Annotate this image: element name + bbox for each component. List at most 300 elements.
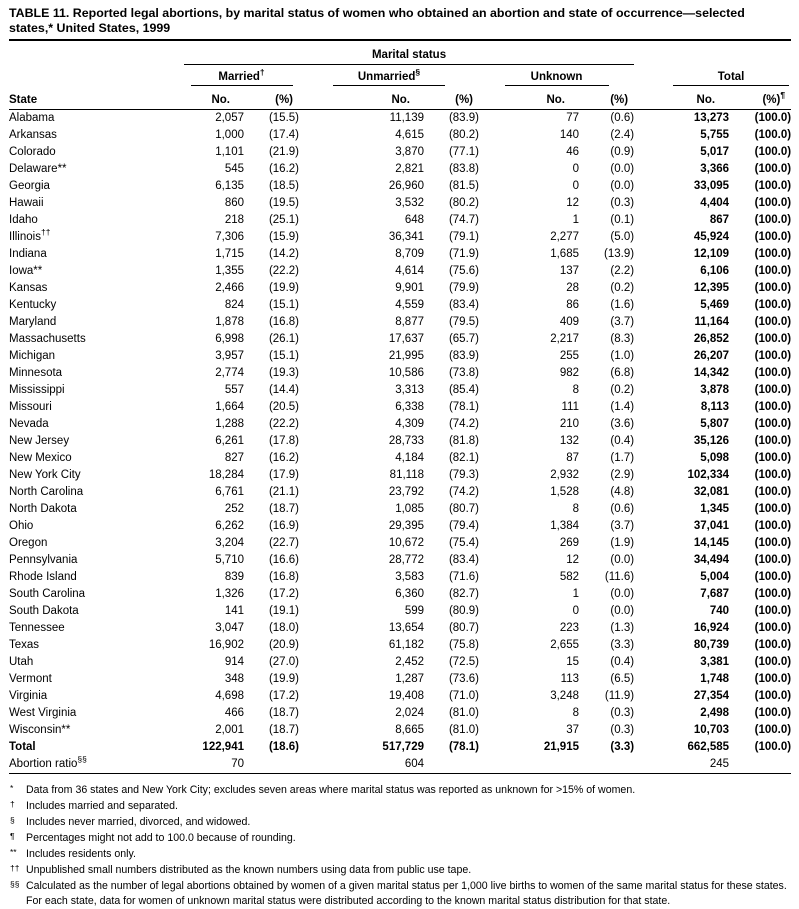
value-cell: (14.2) (268, 248, 299, 261)
value-cell: 10,672 (388, 537, 424, 550)
column-group-unknown (479, 65, 634, 87)
value-cell: 6,338 (395, 401, 424, 414)
value-cell: 860 (224, 197, 244, 210)
value-cell: 33,095 (693, 180, 730, 193)
state-name: Hawaii (9, 197, 44, 210)
value-cell: (80.2) (448, 129, 479, 142)
footnotes (9, 783, 789, 909)
value-cell: (15.1) (268, 299, 299, 312)
value-cell: 2,466 (215, 282, 244, 295)
value-cell: (100.0) (754, 435, 792, 448)
value-cell: 4,559 (395, 299, 424, 312)
table-row (9, 178, 791, 195)
value-cell: (80.7) (448, 622, 479, 635)
table-row (9, 314, 791, 331)
value-cell: (0.0) (610, 180, 635, 193)
footnote-marker: ¶ (10, 831, 15, 842)
value-cell: 29,395 (388, 520, 424, 533)
value-cell: 2,932 (550, 469, 579, 482)
value-cell: 46 (566, 146, 579, 159)
value-cell: (83.9) (448, 112, 479, 125)
value-cell: 5,710 (215, 554, 244, 567)
spanner-spacer-right (634, 41, 791, 65)
value-cell: 21,995 (388, 350, 424, 363)
value-cell: (17.2) (268, 588, 299, 601)
table-row (9, 161, 791, 178)
value-cell: (0.0) (610, 163, 635, 176)
value-cell: (100.0) (754, 707, 792, 720)
spanner-row (9, 41, 791, 65)
value-cell: (100.0) (754, 588, 792, 601)
value-cell: 223 (559, 622, 579, 635)
value-cell (244, 756, 299, 774)
value-cell: (100.0) (754, 418, 792, 431)
footnote-marker: †† (10, 863, 20, 874)
value-cell: (100.0) (754, 112, 792, 125)
value-cell: 34,494 (693, 554, 730, 567)
value-cell: (100.0) (754, 214, 792, 227)
value-cell: 86 (566, 299, 579, 312)
table-row (9, 688, 791, 705)
value-cell: (22.2) (268, 265, 299, 278)
value-cell: 6,262 (215, 520, 244, 533)
abortion-ratio-row (9, 756, 791, 774)
value-cell: 2,821 (395, 163, 424, 176)
value-cell: 0 (572, 180, 579, 193)
value-cell: (100.0) (754, 724, 792, 737)
footnote (9, 783, 789, 798)
value-cell: 5,098 (700, 452, 730, 465)
value-cell: 113 (560, 673, 579, 686)
value-cell: 17,637 (388, 333, 424, 346)
value-cell: 1,000 (215, 129, 244, 142)
value-cell: 604 (404, 758, 424, 771)
state-name: Massachusetts (9, 333, 86, 346)
footnote-marker: § (10, 815, 15, 826)
value-cell: (17.2) (268, 690, 299, 703)
state-name: Vermont (9, 673, 52, 686)
table-row (9, 110, 791, 128)
unknown-pct-header: (%) (579, 86, 634, 110)
table-row (9, 433, 791, 450)
value-cell: 28,733 (388, 435, 424, 448)
value-cell: (27.0) (268, 656, 299, 669)
value-cell: 4,614 (395, 265, 424, 278)
value-cell: 23,792 (388, 486, 424, 499)
value-cell: (19.9) (268, 673, 299, 686)
value-cell: 2,277 (550, 231, 579, 244)
value-cell: 1,287 (395, 673, 424, 686)
value-cell: 1,345 (700, 503, 730, 516)
value-cell: (20.9) (268, 639, 299, 652)
value-cell: 1 (572, 214, 579, 227)
footnote-marker: * (10, 783, 14, 794)
table-row (9, 348, 791, 365)
value-cell: 6,261 (215, 435, 244, 448)
value-cell: (0.2) (610, 384, 635, 397)
value-cell: (80.9) (448, 605, 479, 618)
value-cell: 517,729 (382, 741, 424, 754)
state-name: Delaware** (9, 163, 67, 176)
column-header-row (9, 86, 791, 110)
value-cell: (100.0) (754, 690, 792, 703)
value-cell: (19.9) (268, 282, 299, 295)
value-cell: 466 (224, 707, 244, 720)
value-cell: (100.0) (754, 350, 792, 363)
value-cell: 3,957 (215, 350, 244, 363)
value-cell: 3,313 (395, 384, 424, 397)
table-row (9, 382, 791, 399)
state-name: Texas (9, 639, 40, 652)
value-cell: (0.6) (610, 503, 635, 516)
value-cell: (100.0) (754, 520, 792, 533)
footnote-text: Includes residents only. (26, 848, 136, 861)
value-cell: (2.4) (610, 129, 635, 142)
value-cell: 3,870 (395, 146, 424, 159)
table-row (9, 467, 791, 484)
value-cell: 6,106 (700, 265, 730, 278)
value-cell: (0.0) (610, 605, 635, 618)
table-row (9, 144, 791, 161)
value-cell: (26.1) (268, 333, 299, 346)
value-cell: (79.9) (448, 282, 479, 295)
value-cell: (82.7) (448, 588, 479, 601)
table-row (9, 535, 791, 552)
value-cell: (100.0) (754, 639, 792, 652)
value-cell: 557 (224, 384, 244, 397)
state-name: Minnesota (9, 367, 63, 380)
value-cell: 1,085 (395, 503, 424, 516)
total-pct-header-label: (%) (762, 94, 781, 107)
state-name: Total (9, 741, 36, 754)
value-cell: (74.2) (448, 486, 479, 499)
state-name: Georgia (9, 180, 50, 193)
value-cell: 36,341 (388, 231, 424, 244)
value-cell: (81.0) (448, 724, 479, 737)
value-cell: 648 (404, 214, 424, 227)
value-cell: (79.3) (448, 469, 479, 482)
table-row (9, 246, 791, 263)
value-cell: 14,145 (693, 537, 730, 550)
value-cell: 2,498 (700, 707, 730, 720)
unmarried-group-marker: § (415, 67, 421, 78)
table-row (9, 416, 791, 433)
value-cell: (4.8) (610, 486, 635, 499)
table-row (9, 263, 791, 280)
value-cell: (100.0) (754, 299, 792, 312)
value-cell: 37 (566, 724, 579, 737)
state-name: Rhode Island (9, 571, 77, 584)
value-cell: (17.4) (268, 129, 299, 142)
value-cell: (73.8) (448, 367, 479, 380)
value-cell: (71.0) (448, 690, 479, 703)
value-cell: (75.6) (448, 265, 479, 278)
value-cell: (100.0) (754, 367, 792, 380)
value-cell: (0.3) (610, 197, 635, 210)
value-cell: 2,774 (215, 367, 244, 380)
value-cell: 10,703 (693, 724, 730, 737)
value-cell: (0.0) (610, 554, 635, 567)
value-cell: 14,342 (693, 367, 730, 380)
value-cell: (3.3) (610, 639, 635, 652)
value-cell: (74.2) (448, 418, 479, 431)
value-cell: 8 (572, 503, 579, 516)
value-cell: (100.0) (754, 316, 792, 329)
value-cell: 1,748 (700, 673, 730, 686)
table-row (9, 484, 791, 501)
value-cell: 4,698 (215, 690, 244, 703)
footnote (9, 799, 789, 814)
value-cell: 1,288 (215, 418, 244, 431)
table-row (9, 450, 791, 467)
value-cell: (100.0) (754, 571, 792, 584)
value-cell: 827 (224, 452, 244, 465)
value-cell: 80,739 (693, 639, 730, 652)
value-cell: 1,101 (215, 146, 244, 159)
value-cell: (83.4) (448, 299, 479, 312)
value-cell: (75.4) (448, 537, 479, 550)
state-name: Missouri (9, 401, 52, 414)
married-no-header: No. (184, 86, 244, 110)
value-cell: (3.6) (610, 418, 635, 431)
value-cell: (83.4) (448, 554, 479, 567)
value-cell: (1.4) (610, 401, 635, 414)
value-cell: (1.7) (610, 452, 635, 465)
state-name: Colorado (9, 146, 56, 159)
footnote-text: Includes married and separated. (26, 800, 178, 813)
value-cell: (19.1) (268, 605, 299, 618)
value-cell: (1.6) (610, 299, 635, 312)
footnote (9, 863, 789, 878)
value-cell: 70 (231, 758, 244, 771)
state-name: South Dakota (9, 605, 79, 618)
value-cell: (100.0) (754, 503, 792, 516)
value-cell: (80.2) (448, 197, 479, 210)
value-cell: (100.0) (754, 537, 792, 550)
value-cell: 137 (559, 265, 579, 278)
total-group-label: Total (717, 71, 745, 84)
value-cell: 6,135 (215, 180, 244, 193)
value-cell: 12,395 (693, 282, 730, 295)
state-name: Abortion ratio§§ (9, 754, 87, 771)
state-name: Idaho (9, 214, 38, 227)
title-text: TABLE 11. Reported legal abortions, by marital status of women who obtained an abortion and state of occurrence—selected states, (9, 6, 745, 35)
value-cell: 348 (224, 673, 244, 686)
value-cell: 3,248 (550, 690, 579, 703)
value-cell: 12,109 (693, 248, 730, 261)
value-cell: (1.9) (610, 537, 635, 550)
table-row (9, 586, 791, 603)
value-cell: (0.3) (610, 707, 635, 720)
value-cell: 28 (566, 282, 579, 295)
value-cell: 269 (559, 537, 579, 550)
value-cell: (1.0) (610, 350, 635, 363)
value-cell: 8 (572, 384, 579, 397)
unknown-no-header: No. (479, 86, 579, 110)
footnote (9, 879, 789, 909)
value-cell: (2.2) (610, 265, 635, 278)
value-cell: 2,001 (215, 724, 244, 737)
value-cell: 111 (561, 401, 579, 414)
value-cell: (74.7) (448, 214, 479, 227)
state-name: Iowa** (9, 265, 43, 278)
value-cell: (100.0) (754, 333, 792, 346)
value-cell: (81.5) (448, 180, 479, 193)
value-cell: 914 (224, 656, 244, 669)
value-cell: (71.9) (448, 248, 479, 261)
value-cell: 132 (559, 435, 579, 448)
value-cell: (20.5) (268, 401, 299, 414)
value-cell: 12 (566, 197, 579, 210)
value-cell: 2,057 (215, 112, 244, 125)
footnote-text: Percentages might not add to 100.0 because of rounding. (26, 832, 296, 845)
value-cell: (100.0) (754, 282, 792, 295)
value-cell: (16.9) (268, 520, 299, 533)
column-group-unmarried (299, 65, 479, 87)
value-cell: (80.7) (448, 503, 479, 516)
value-cell: (6.5) (610, 673, 635, 686)
value-cell: 218 (224, 214, 244, 227)
unmarried-group-label: Unmarried (357, 71, 416, 84)
value-cell: (5.0) (610, 231, 635, 244)
value-cell: 582 (559, 571, 579, 584)
footnote-text: Data from 36 states and New York City; excludes seven areas where marital status was reported as unknown for >15% of women. (26, 784, 636, 797)
value-cell: 662,585 (687, 741, 730, 754)
value-cell: (14.4) (268, 384, 299, 397)
state-name: West Virginia (9, 707, 77, 720)
value-cell: 4,615 (395, 129, 424, 142)
value-cell: 61,182 (388, 639, 424, 652)
table-row (9, 518, 791, 535)
footnote (9, 831, 789, 846)
table-row (9, 297, 791, 314)
title-footnote-marker: * (48, 20, 54, 35)
value-cell: 8,877 (395, 316, 424, 329)
married-pct-header: (%) (244, 86, 299, 110)
state-name: Michigan (9, 350, 56, 363)
value-cell: 867 (709, 214, 730, 227)
value-cell: (2.9) (610, 469, 635, 482)
value-cell: 8,665 (395, 724, 424, 737)
value-cell: 7,687 (700, 588, 730, 601)
value-cell: (77.1) (448, 146, 479, 159)
value-cell: (0.9) (610, 146, 635, 159)
value-cell: 4,184 (395, 452, 424, 465)
value-cell: (18.7) (268, 503, 299, 516)
value-cell: (79.4) (448, 520, 479, 533)
value-cell: 27,354 (693, 690, 730, 703)
value-cell: (17.9) (268, 469, 299, 482)
value-cell: 87 (566, 452, 579, 465)
value-cell: 26,852 (693, 333, 730, 346)
value-cell: 8,709 (395, 248, 424, 261)
value-cell: 12 (566, 554, 579, 567)
title-text-year: United States, 1999 (53, 20, 171, 35)
footnote (9, 847, 789, 862)
value-cell: 1,715 (215, 248, 244, 261)
table-row (9, 365, 791, 382)
value-cell: (0.6) (610, 112, 635, 125)
state-name: Wisconsin** (9, 724, 71, 737)
value-cell: 740 (709, 605, 730, 618)
state-name: North Dakota (9, 503, 77, 516)
value-cell: 5,017 (700, 146, 730, 159)
value-cell: 102,334 (687, 469, 730, 482)
group-header-row (9, 65, 791, 87)
value-cell: 210 (559, 418, 579, 431)
footnote-text: Includes never married, divorced, and widowed. (26, 816, 251, 829)
value-cell: (16.2) (268, 163, 299, 176)
value-cell: (0.1) (610, 214, 635, 227)
value-cell: 599 (404, 605, 424, 618)
married-group-label: Married (218, 71, 260, 84)
value-cell: (100.0) (754, 197, 792, 210)
table-row (9, 620, 791, 637)
value-cell: (19.5) (268, 197, 299, 210)
table-row (9, 229, 791, 246)
value-cell: (0.4) (610, 656, 635, 669)
table-row (9, 705, 791, 722)
state-name: North Carolina (9, 486, 84, 499)
unknown-group-label: Unknown (530, 71, 583, 84)
value-cell: 5,755 (700, 129, 730, 142)
value-cell: (16.2) (268, 452, 299, 465)
value-cell: (13.9) (604, 248, 635, 261)
footnote-marker: ** (10, 847, 17, 858)
value-cell: 824 (224, 299, 244, 312)
value-cell: 37,041 (693, 520, 730, 533)
value-cell: (100.0) (754, 554, 792, 567)
value-cell: (18.7) (268, 724, 299, 737)
value-cell: (100.0) (754, 146, 792, 159)
value-cell: 13,273 (693, 112, 730, 125)
value-cell: 0 (572, 605, 579, 618)
value-cell: (79.1) (448, 231, 479, 244)
value-cell: (18.0) (268, 622, 299, 635)
state-name: New Mexico (9, 452, 72, 465)
value-cell: 77 (566, 112, 579, 125)
value-cell: 1,528 (550, 486, 579, 499)
value-cell: (22.2) (268, 418, 299, 431)
value-cell: 8 (572, 707, 579, 720)
value-cell: (19.3) (268, 367, 299, 380)
value-cell: (0.0) (610, 588, 635, 601)
value-cell: 3,366 (700, 163, 730, 176)
state-name: South Carolina (9, 588, 86, 601)
value-cell: (100.0) (754, 656, 792, 669)
value-cell: 545 (224, 163, 244, 176)
value-cell: (73.6) (448, 673, 479, 686)
table-row (9, 671, 791, 688)
value-cell: (78.1) (448, 401, 479, 414)
state-name: Ohio (9, 520, 34, 533)
value-cell: (18.7) (268, 707, 299, 720)
table-row (9, 127, 791, 144)
value-cell: 1,384 (550, 520, 579, 533)
footnote-marker: † (10, 799, 15, 810)
value-cell: (75.8) (448, 639, 479, 652)
table-row (9, 654, 791, 671)
value-cell: (71.6) (448, 571, 479, 584)
value-cell: 982 (559, 367, 579, 380)
value-cell: (21.9) (268, 146, 299, 159)
state-name: Utah (9, 656, 34, 669)
table-row (9, 501, 791, 518)
table-row (9, 637, 791, 654)
page-title (9, 6, 791, 41)
table-row (9, 552, 791, 569)
value-cell: (65.7) (448, 333, 479, 346)
